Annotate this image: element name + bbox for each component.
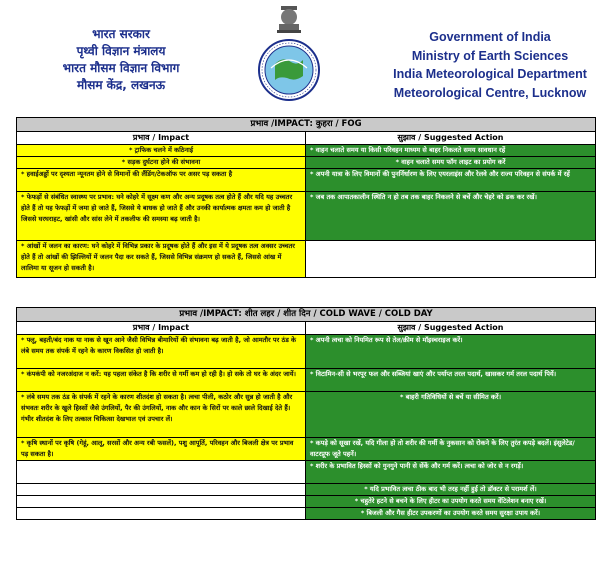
english-header-line: Meteorological Centre, Lucknow xyxy=(393,85,587,100)
english-header-line: India Meteorological Department xyxy=(393,67,587,81)
fog-impact-cell: * ट्राफिक चलने में कठिनाई xyxy=(17,145,306,157)
cold-action-cell: * चहुतेरे हटने से बचने के लिए हीटर का उपयोग करते समय वेंटिलेशन बनाए रखें। xyxy=(306,496,596,508)
english-header xyxy=(380,28,600,102)
cold-action-header: सुझाव / Suggested Action xyxy=(306,322,596,335)
cold-empty-cell xyxy=(17,496,306,508)
cold-action-cell: * कपड़े को सूखा रखें, यदि गीला हो तो शरीर की गर्मी के नुकसान को रोकने के लिए तुरंत कपड़े बदलें। इंसुलेटेड/वाटरप्रूफ जूते पहनें। xyxy=(306,438,596,461)
cold-impact-cell: * कंपकंपी को नजरअंदाज न करें: यह पहला संकेत है कि शरीर से गर्मी कम हो रही है। हो सके तो घर के अंदर जायें। xyxy=(17,369,306,392)
cold-wave-impact-table xyxy=(16,307,596,520)
cold-table-title: प्रभाव /IMPACT: शीत लहर / शीत दिन / COLD WAVE / COLD DAY xyxy=(17,308,596,322)
fog-empty-cell xyxy=(306,241,596,278)
fog-impact-cell: * हवाईअड्डों पर दृश्यता न्यूनतम होने से विमानों की लैंडिंग/टेकऑफ पर असर पड़ सकता है xyxy=(17,169,306,192)
cold-impact-cell: * फ्लू, बहती/बंद नाक या नाक से खून आने जैसी विभिन्न बीमारियों की संभावना बढ़ जाती है, जो आमतौर पर ठंड के लंबे समय तक संपर्क में रहने के कारण विकसित हो जाती है। xyxy=(17,335,306,369)
cold-impact-cell: * लंबे समय तक ठंड के संपर्क में रहने के कारण शीतदंश हो सकता है। त्वचा पीली, कठोर और सुन्न हो जाती है और संभवतः शरीर के खुले हिस्सों जैसे उंगलियों, पैर की उंगलियों, नाक और कान के सिरों पर काले छाले दिखाई देते हैं। गंभीर शीतदंश के लिए तत्काल चिकित्सा देखभाल एवं उपचार लें। xyxy=(17,392,306,438)
fog-table-title: प्रभाव /IMPACT: कुहरा / FOG xyxy=(17,118,596,132)
cold-action-cell: * विटामिन-सी से भरपूर फल और सब्जियां खाएं और पर्याप्त तरल पदार्थ, खासकर गर्म तरल पदार्थ पियें। xyxy=(306,369,596,392)
cold-impact-cell: * कृषि स्थानों पर कृषि (गेहूं, आलू, सरसों और अन्य रबी फसलें), पशु आपूर्ति, परिवहन और बिजली क्षेत्र पर प्रभाव पड़ सकता है। xyxy=(17,438,306,461)
fog-action-cell: * अपनी यात्रा के लिए विमानों की पुनर्निर्धारण के लिए एयरलाइंस और रेलवे और राज्य परिवहन से संपर्क में रहें xyxy=(306,169,596,192)
fog-impact-header: प्रभाव / Impact xyxy=(17,132,306,145)
fog-impact-cell: * फेफड़ों से संबंधित स्वास्थ्य पर प्रभाव: घने कोहरे में सूक्ष्म कण और अन्य प्रदूषक तत्व होते हैं और यदि यह उच्चतर होते हैं तो यह फेफड़ों में जमा हो जाते हैं, जिससे ये बाधक हो जाते हैं और उनकी कार्यात्मक क्षमता कम हो जाती है जिससे घरघराहट, खांसी और सांस लेने में तकलीफ की समस्या बढ़ जाती है। xyxy=(17,192,306,241)
hindi-header-line: भारत मौसम विज्ञान विभाग xyxy=(62,61,180,75)
imd-emblem-icon xyxy=(253,2,325,110)
fog-action-cell: * वाहन चलाते समय या किसी परिवहन माध्यम से बाहर निकलते समय सावधान रहें xyxy=(306,145,596,157)
cold-empty-cell xyxy=(17,484,306,496)
hindi-header-line: मौसम केंद्र, लखनऊ xyxy=(76,78,166,92)
cold-impact-header: प्रभाव / Impact xyxy=(17,322,306,335)
hindi-header xyxy=(36,26,206,94)
hindi-header-line: पृथ्वी विज्ञान मंत्रालय xyxy=(76,44,166,58)
cold-action-cell: * यदि प्रभावित त्वचा ठीक बाद भी तरह नहीं हुई तो डॉक्टर से परामर्श लें। xyxy=(306,484,596,496)
english-header-line: Ministry of Earth Sciences xyxy=(411,48,569,63)
cold-action-cell: * शरीर के प्रभावित हिस्सों को गुनगुने पानी से सेंकें और गर्म करें। त्वचा को जोर से न रगड़ें। xyxy=(306,461,596,484)
fog-impact-cell: * आंखों में जलन का कारण: घने कोहरे में विभिन्न प्रकार के प्रदूषक होते हैं और इस में ये प्रदूषक तत्व अक्सर उच्चतर होते हैं तो आंखों की झिल्लियों में जलन पैदा कर सकते हैं, जिससे विभिन्न संक्रमण हो सकते हैं, जिससे आंख में लालिमा या सूजन हो सकती है। xyxy=(17,241,306,278)
fog-action-header: सुझाव / Suggested Action xyxy=(306,132,596,145)
english-header-line: Government of India xyxy=(429,30,551,44)
cold-action-cell: * बिजली और गैस हीटर उपकरणों का उपयोग करते समय सुरक्षा उपाय करें। xyxy=(306,508,596,520)
fog-action-cell: * जब तक आपातकालीन स्थिति न हो तब तक बाहर निकलने से बचें और चेहरे को ढक कर रखें। xyxy=(306,192,596,241)
fog-impact-table xyxy=(16,117,596,278)
hindi-header-line: भारत सरकार xyxy=(92,27,150,41)
cold-empty-cell xyxy=(17,508,306,520)
cold-empty-cell xyxy=(17,461,306,484)
cold-action-cell: * बाहरी गतिविधियों से बचें या सीमित करें। xyxy=(306,392,596,438)
fog-action-cell: * वाहन चलाते समय फॉग लाइट का प्रयोग करें xyxy=(306,157,596,169)
fog-impact-cell: * सड़क दुर्घटना होने की संभावना xyxy=(17,157,306,169)
cold-action-cell: * अपनी त्वचा को नियमित रूप से तेल/क्रीम से मॉइस्चराइज करें। xyxy=(306,335,596,369)
